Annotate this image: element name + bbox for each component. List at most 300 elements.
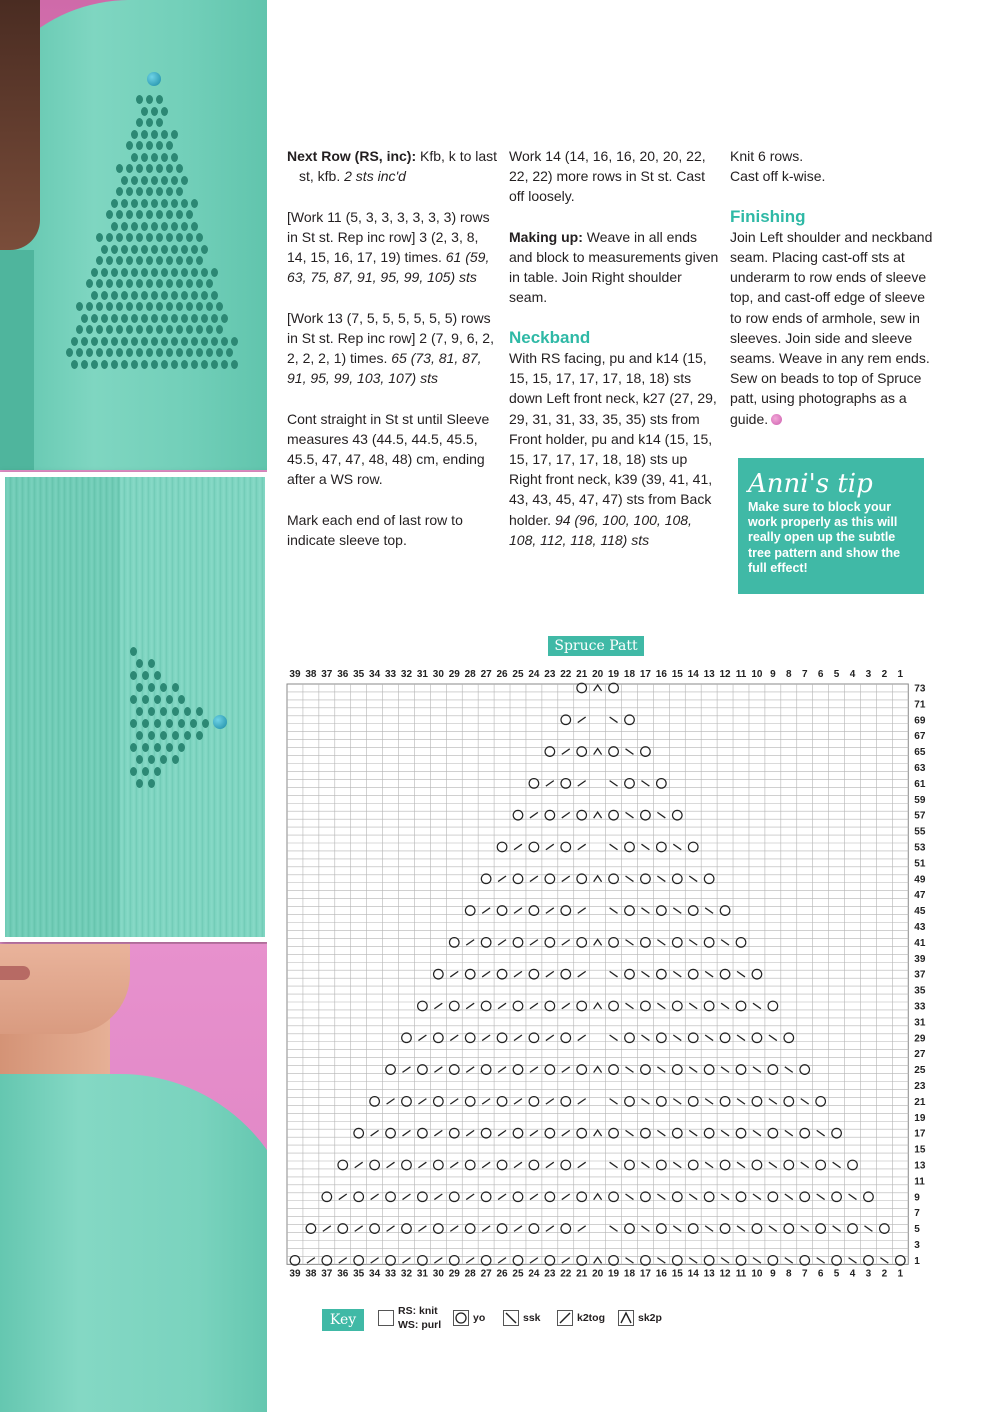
bead: [147, 72, 161, 86]
column-label: 8: [786, 1268, 792, 1280]
bold-label: Making up:: [509, 228, 583, 245]
key-label-yo: yo: [473, 1312, 486, 1324]
chart-title: Spruce Patt: [548, 636, 644, 656]
lace-hole: [146, 233, 153, 242]
lace-hole: [172, 683, 179, 692]
lace-hole: [156, 210, 163, 219]
lace-hole: [184, 707, 191, 716]
lace-hole: [151, 176, 158, 185]
key-label-ssk: ssk: [523, 1312, 541, 1324]
column-label: 2: [881, 1268, 888, 1280]
row-label: 63: [914, 762, 926, 774]
row-label: 47: [914, 890, 926, 902]
lace-hole: [141, 222, 148, 231]
chart-grid-border: [287, 684, 908, 1264]
lace-hole: [142, 695, 149, 704]
row-label: 23: [914, 1080, 926, 1092]
row-label: 27: [914, 1049, 926, 1061]
column-label: 19: [608, 1268, 620, 1280]
lace-hole: [146, 302, 153, 311]
column-label: 17: [639, 669, 651, 680]
lace-hole: [191, 245, 198, 254]
paragraph-mark: Mark each end of last row to indicate sleeve top.: [287, 511, 463, 548]
lace-hole: [206, 348, 213, 357]
lace-hole: [181, 199, 188, 208]
lace-hole: [191, 291, 198, 300]
lace-hole: [111, 314, 118, 323]
lace-hole: [161, 176, 168, 185]
lace-hole: [136, 279, 143, 288]
paragraph-work-14: Work 14 (14, 16, 16, 20, 20, 22, 22, 22) more rows in St st. Cast off loosely.: [509, 148, 706, 205]
lace-hole: [151, 222, 158, 231]
row-label: 57: [914, 810, 926, 822]
lace-hole: [71, 337, 78, 346]
lace-hole: [191, 268, 198, 277]
lace-hole: [156, 279, 163, 288]
lace-hole: [176, 210, 183, 219]
text-column-2: [509, 146, 721, 570]
lace-hole: [106, 279, 113, 288]
heading-finishing: Finishing: [730, 206, 806, 226]
lace-hole: [171, 268, 178, 277]
lace-hole: [136, 731, 143, 740]
k2tog-slash-icon: [557, 1310, 573, 1326]
column-label: 24: [528, 669, 540, 680]
column-label: 10: [751, 669, 763, 680]
lace-hole: [161, 337, 168, 346]
row-label: 5: [914, 1224, 920, 1236]
lace-hole: [186, 256, 193, 265]
lace-hole: [196, 256, 203, 265]
lace-hole: [106, 256, 113, 265]
column-label: 34: [369, 1268, 381, 1280]
lace-hole: [171, 360, 178, 369]
lace-hole: [221, 314, 228, 323]
lace-hole: [111, 291, 118, 300]
lace-hole: [126, 256, 133, 265]
lace-hole: [186, 233, 193, 242]
lace-hole: [76, 302, 83, 311]
lace-hole: [196, 233, 203, 242]
lace-hole: [136, 683, 143, 692]
lace-hole: [171, 153, 178, 162]
lace-hole: [130, 743, 137, 752]
lace-hole: [186, 210, 193, 219]
paragraph-work-13: [287, 308, 499, 389]
lace-hole: [121, 291, 128, 300]
lace-hole: [141, 176, 148, 185]
lace-hole: [154, 695, 161, 704]
column-label: 17: [639, 1268, 651, 1280]
lace-hole: [146, 348, 153, 357]
row-label: 29: [914, 1033, 926, 1045]
lace-hole: [96, 256, 103, 265]
lace-hole: [148, 683, 155, 692]
column-label: 5: [833, 1268, 840, 1280]
lace-hole: [201, 268, 208, 277]
column-label: 26: [496, 1268, 508, 1280]
column-label: 10: [751, 1268, 763, 1280]
lace-hole: [172, 731, 179, 740]
lace-hole: [172, 707, 179, 716]
photo-sweater-front: [0, 0, 267, 470]
lace-hole: [201, 337, 208, 346]
lace-hole: [148, 731, 155, 740]
lace-hole: [101, 245, 108, 254]
column-label: 4: [849, 1268, 856, 1280]
column-label: 27: [480, 1268, 492, 1280]
lace-hole: [130, 719, 137, 728]
lace-hole: [86, 302, 93, 311]
paragraph-cont-straight: Cont straight in St st until Sleeve measures 43 (44.5, 44.5, 45.5, 45.5, 47, 47, 48, 48) cm, ending after a WS row.: [287, 410, 490, 488]
lace-hole: [131, 245, 138, 254]
lace-hole: [121, 222, 128, 231]
lace-hole: [202, 719, 209, 728]
column-label: 8: [786, 669, 792, 680]
lace-hole: [166, 695, 173, 704]
column-label: 18: [623, 669, 636, 680]
lace-hole: [126, 141, 133, 150]
text: [Work 13 (7, 5, 5, 5, 5, 5, 5) rows in St st. Rep inc row] 2 (7, 9, 6, 2, 2, 2, 2, 1) times.: [287, 309, 494, 366]
lace-hole: [216, 325, 223, 334]
lace-hole: [151, 153, 158, 162]
lace-hole: [116, 233, 123, 242]
paragraph-neckband: [509, 348, 721, 550]
photo-column: [0, 0, 267, 1412]
lace-hole: [161, 268, 168, 277]
lace-hole: [190, 719, 197, 728]
paragraph-work-11: [287, 207, 499, 288]
lace-hole: [136, 95, 143, 104]
lace-hole: [96, 279, 103, 288]
column-label: 30: [432, 669, 444, 680]
chart-key: [322, 1304, 722, 1338]
lace-hole: [136, 659, 143, 668]
lace-hole: [171, 130, 178, 139]
lace-hole: [131, 291, 138, 300]
lace-hole: [161, 130, 168, 139]
lace-hole: [148, 707, 155, 716]
lace-hole: [181, 337, 188, 346]
lace-hole: [141, 268, 148, 277]
column-label: 37: [321, 669, 333, 680]
lace-hole: [141, 107, 148, 116]
row-label: 51: [914, 858, 926, 870]
lace-hole: [66, 348, 73, 357]
column-label: 11: [735, 1268, 747, 1280]
lace-hole: [96, 348, 103, 357]
lace-hole: [136, 118, 143, 127]
lace-hole: [181, 291, 188, 300]
lace-hole: [196, 707, 203, 716]
lace-hole: [166, 325, 173, 334]
column-label: 11: [735, 669, 747, 680]
line-knit-rows: Knit 6 rows.: [730, 148, 804, 164]
lace-hole: [136, 233, 143, 242]
lace-hole: [161, 107, 168, 116]
lace-hole: [146, 325, 153, 334]
lace-hole: [231, 337, 238, 346]
lace-hole: [91, 337, 98, 346]
bead: [213, 715, 227, 729]
lace-hole: [126, 187, 133, 196]
lace-hole: [156, 233, 163, 242]
stitch-count: 65 (73, 81, 87, 91, 95, 99, 103, 107) sts: [287, 350, 482, 387]
lace-hole: [81, 360, 88, 369]
row-label: 35: [914, 985, 926, 997]
lace-hole: [130, 695, 137, 704]
lace-hole: [166, 348, 173, 357]
lace-hole: [156, 95, 163, 104]
lace-hole: [151, 245, 158, 254]
lace-hole: [186, 325, 193, 334]
lace-hole: [206, 302, 213, 311]
column-label: 35: [353, 669, 365, 680]
column-label: 6: [817, 1268, 824, 1280]
lace-hole: [116, 348, 123, 357]
lace-hole: [111, 199, 118, 208]
lace-hole: [161, 314, 168, 323]
lips: [0, 966, 30, 980]
column-label: 12: [719, 1268, 731, 1280]
lace-hole: [191, 314, 198, 323]
lace-hole: [176, 233, 183, 242]
lace-hole: [156, 118, 163, 127]
lace-hole: [156, 141, 163, 150]
key-label-purl: WS: purl: [398, 1319, 442, 1331]
lace-hole: [196, 348, 203, 357]
lace-hole: [148, 755, 155, 764]
row-label: 19: [914, 1112, 926, 1124]
lace-hole: [101, 337, 108, 346]
lace-hole: [136, 707, 143, 716]
lace-hole: [211, 337, 218, 346]
text-column-1: [287, 146, 499, 570]
lace-hole: [101, 314, 108, 323]
lace-hole: [146, 256, 153, 265]
lace-hole: [111, 245, 118, 254]
lace-hole: [201, 360, 208, 369]
lace-hole: [211, 291, 218, 300]
lace-hole: [121, 314, 128, 323]
column-label: 20: [592, 669, 604, 680]
text: [Work 11 (5, 3, 3, 3, 3, 3, 3) rows in St st. Rep inc row] 3 (2, 3, 8, 14, 15, 16, 17, 19) times.: [287, 208, 490, 265]
lace-hole: [171, 337, 178, 346]
text: Kfb, k to last st, kfb.: [299, 148, 498, 185]
ssk-backslash-icon: [503, 1310, 519, 1326]
lace-hole: [161, 222, 168, 231]
column-label: 15: [671, 669, 683, 680]
lace-hole: [196, 731, 203, 740]
lace-hole: [156, 164, 163, 173]
lace-hole: [131, 153, 138, 162]
lace-hole: [146, 210, 153, 219]
lace-hole: [160, 731, 167, 740]
column-label: 1: [897, 669, 904, 680]
lace-hole: [81, 314, 88, 323]
lace-hole: [166, 743, 173, 752]
text-column-3: [730, 146, 935, 449]
column-label: 24: [528, 1268, 540, 1280]
row-label: 17: [914, 1128, 926, 1140]
lace-hole: [186, 348, 193, 357]
column-label: 23: [544, 669, 556, 680]
row-label: 41: [914, 937, 926, 949]
lace-hole: [176, 325, 183, 334]
lace-hole: [171, 314, 178, 323]
lace-hole: [131, 268, 138, 277]
lace-hole: [156, 348, 163, 357]
column-label: 6: [817, 669, 824, 680]
lace-hole: [141, 153, 148, 162]
lace-hole: [126, 279, 133, 288]
lace-hole: [126, 164, 133, 173]
lace-hole: [176, 279, 183, 288]
column-label: 29: [448, 669, 460, 680]
lace-hole: [81, 337, 88, 346]
lace-hole: [154, 767, 161, 776]
lace-hole: [181, 245, 188, 254]
column-label: 4: [849, 669, 856, 680]
lace-hole: [101, 291, 108, 300]
row-label: 7: [914, 1208, 920, 1220]
column-label: 23: [544, 1268, 556, 1280]
sk2p-caret-icon: [618, 1310, 634, 1326]
key-label-k2tog: k2tog: [577, 1312, 606, 1324]
yo-circle-icon: [453, 1310, 469, 1326]
column-label: 13: [703, 669, 715, 680]
row-label: 3: [914, 1239, 920, 1251]
lace-hole: [141, 337, 148, 346]
tip-box: [738, 458, 924, 594]
lace-hole: [166, 164, 173, 173]
row-label: 13: [914, 1160, 926, 1172]
lace-hole: [142, 671, 149, 680]
stitch-count: 61 (59, 63, 75, 87, 91, 95, 99, 105) sts: [287, 249, 490, 286]
row-label: 49: [914, 874, 926, 886]
lace-hole: [211, 268, 218, 277]
row-label: 39: [914, 953, 926, 965]
lace-hole: [91, 268, 98, 277]
lace-hole: [178, 695, 185, 704]
lace-hole: [206, 325, 213, 334]
paragraph-next-row: [287, 146, 499, 186]
lace-hole: [176, 187, 183, 196]
lace-hole: [166, 187, 173, 196]
column-label: 35: [353, 1268, 365, 1280]
lace-hole: [146, 187, 153, 196]
sweater-body: [0, 0, 267, 470]
lace-hole: [156, 256, 163, 265]
lace-hole: [136, 187, 143, 196]
key-label-sk2p: sk2p: [638, 1312, 662, 1324]
column-label: 25: [512, 1268, 524, 1280]
lace-hole: [126, 302, 133, 311]
lace-hole: [191, 222, 198, 231]
lace-hole: [142, 719, 149, 728]
lace-hole: [171, 245, 178, 254]
lace-hole: [186, 302, 193, 311]
lace-hole: [216, 348, 223, 357]
lace-hole: [131, 314, 138, 323]
lace-hole: [141, 199, 148, 208]
hair: [0, 0, 40, 250]
lace-hole: [176, 164, 183, 173]
lace-hole: [166, 719, 173, 728]
column-label: 27: [480, 669, 492, 680]
photo-neckline: [0, 944, 267, 1412]
lace-hole: [151, 107, 158, 116]
lace-hole: [106, 325, 113, 334]
paragraph-finishing: [730, 227, 935, 429]
lace-hole: [181, 314, 188, 323]
lace-hole: [111, 222, 118, 231]
lace-hole: [111, 360, 118, 369]
lace-hole: [191, 360, 198, 369]
lace-hole: [141, 314, 148, 323]
spruce-pattern-chart: [283, 660, 943, 1290]
column-label: 33: [384, 669, 397, 680]
column-label: 36: [337, 669, 349, 680]
row-label: 1: [914, 1255, 920, 1267]
lace-hole: [116, 302, 123, 311]
lace-hole: [166, 302, 173, 311]
column-label: 13: [703, 1268, 715, 1280]
lace-hole: [151, 360, 158, 369]
lace-hole: [191, 337, 198, 346]
tip-text: Make sure to block your work properly as this will really open up the subtle tree pattern and show the full effect!: [748, 500, 901, 575]
lace-hole: [91, 314, 98, 323]
column-label: 7: [801, 669, 808, 680]
column-label: 7: [801, 1268, 808, 1280]
lace-hole: [221, 337, 228, 346]
lace-hole: [166, 233, 173, 242]
sleeve: [5, 477, 120, 937]
column-label: 28: [464, 1268, 476, 1280]
lace-hole: [154, 671, 161, 680]
lace-hole: [126, 233, 133, 242]
bold-label: Next Row (RS, inc):: [287, 148, 417, 164]
lace-hole: [154, 719, 161, 728]
row-label: 65: [914, 747, 926, 759]
lace-hole: [166, 210, 173, 219]
lace-hole: [141, 360, 148, 369]
key-label-knit: RS: knit: [398, 1305, 438, 1317]
column-label: 30: [432, 1268, 444, 1280]
lace-hole: [161, 360, 168, 369]
lace-hole: [116, 164, 123, 173]
tip-title: Anni's tip: [748, 469, 873, 499]
lace-hole: [106, 348, 113, 357]
lace-hole: [178, 719, 185, 728]
lace-hole: [181, 176, 188, 185]
column-label: 21: [576, 669, 588, 680]
column-label: 16: [655, 669, 667, 680]
lace-hole: [191, 199, 198, 208]
lace-hole: [86, 325, 93, 334]
lace-hole: [161, 199, 168, 208]
lace-hole: [196, 302, 203, 311]
row-label: 53: [914, 842, 926, 854]
lace-hole: [201, 291, 208, 300]
row-label: 55: [914, 826, 926, 838]
column-label: 39: [289, 669, 301, 680]
lace-hole: [166, 141, 173, 150]
column-label: 22: [560, 1268, 572, 1280]
lace-hole: [76, 348, 83, 357]
lace-hole: [146, 279, 153, 288]
column-label: 21: [576, 1268, 588, 1280]
